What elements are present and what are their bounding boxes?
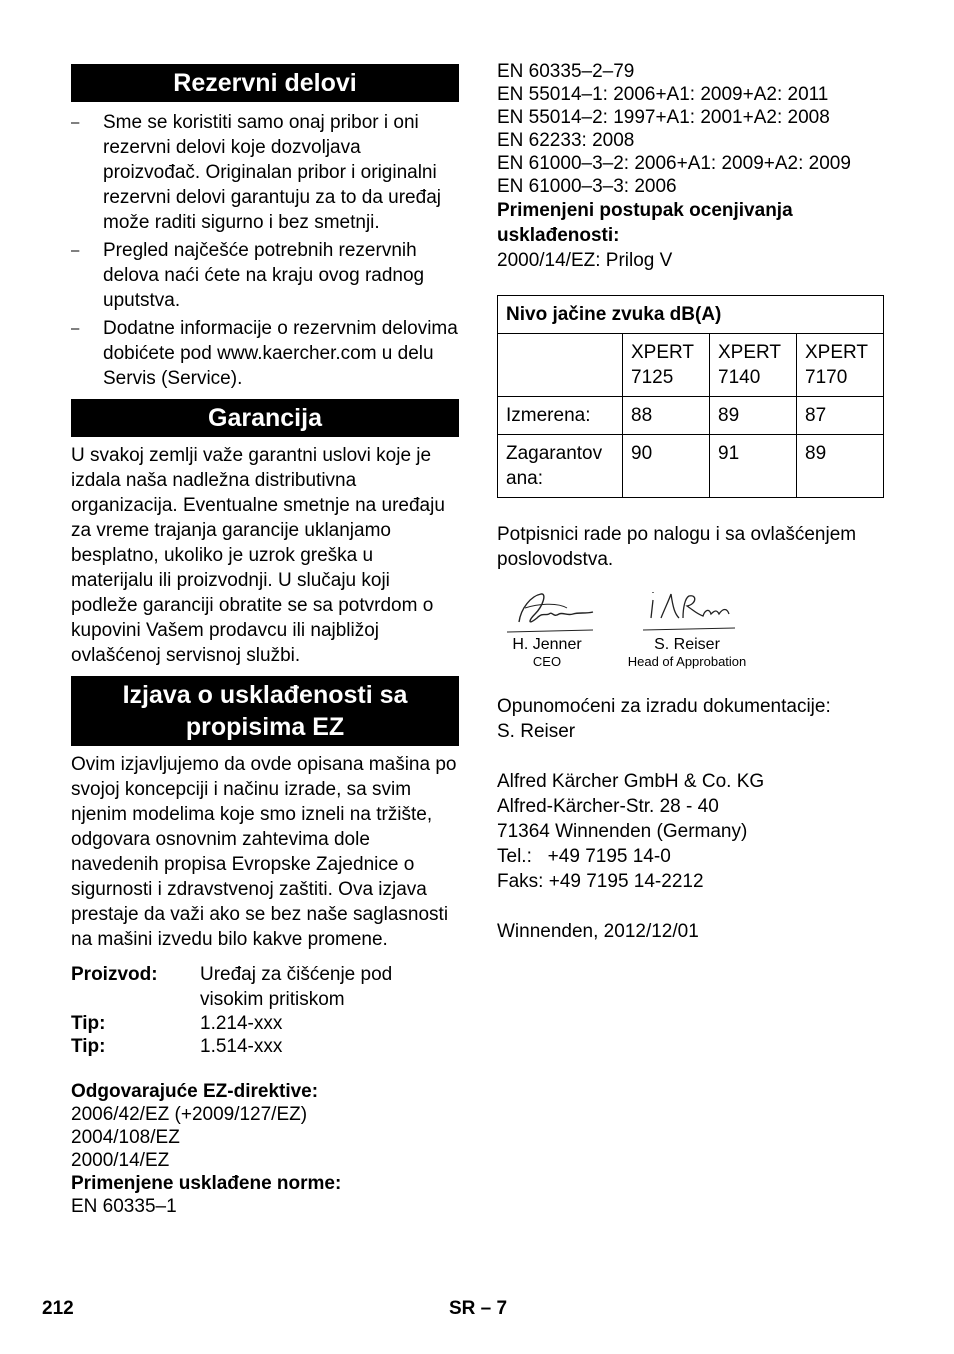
- type-value: 1.514-xxx: [200, 1036, 283, 1057]
- authorized-label: Opunomoćeni za izradu dokumentacije:: [497, 696, 831, 717]
- type-label: Tip:: [71, 1036, 106, 1057]
- norm-item: EN 60335–2–79: [497, 61, 635, 82]
- norm-item: EN 61000–3–2: 2006+A1: 2009+A2: 2009: [497, 153, 851, 174]
- product-label: Proizvod:: [71, 964, 158, 985]
- norm-item: EN 60335–1: [71, 1196, 177, 1217]
- table-cell: Zagarantov ana:: [498, 435, 623, 498]
- signature-jenner: [497, 578, 597, 670]
- authorized-name: S. Reiser: [497, 721, 576, 742]
- right-column: [497, 60, 887, 944]
- signatures: [497, 578, 887, 678]
- norm-item: EN 55014–1: 2006+A1: 2009+A2: 2011: [497, 84, 829, 105]
- declaration-text: Ovim izjavljujemo da ovde opisana mašina po svojoj koncepciji i načinu izrade, sa svim njenim modelima koje smo izneli na tržište, odgovara osnovnim zahtevima dole navedenih propisa Evropske Zajednice o sigurnosti i zdravstvenoj zaštiti. Ova izjava prestaje da važi ako se bez naše saglasnosti na mašini izvedu bilo kakve promene.: [71, 754, 457, 950]
- product-value: Uređaj za čišćenje pod visokim pritiskom: [200, 964, 393, 1010]
- directive-item: 2006/42/EZ (+2009/127/EZ): [71, 1104, 308, 1125]
- procedure-label: Primenjeni postupak ocenjivanja usklađenosti:: [497, 200, 793, 246]
- signer-role: CEO: [532, 654, 562, 669]
- table-header-row: [498, 334, 884, 397]
- signer-name: H. Jenner: [512, 636, 582, 653]
- table-cell: 90: [623, 435, 710, 498]
- table-cell: 91: [710, 435, 797, 498]
- section-title-spare-parts: Rezervni delovi: [71, 64, 459, 102]
- signer-name: S. Reiser: [654, 636, 720, 653]
- signature-reiser: [622, 578, 752, 670]
- directives-label: Odgovarajuće EZ-direktive:: [71, 1081, 319, 1102]
- table-cell: 89: [710, 397, 797, 435]
- table-cell: 87: [797, 397, 884, 435]
- sound-level-table: [497, 295, 884, 498]
- table-row: [498, 397, 884, 435]
- table-header-cell: XPERT 7140: [710, 334, 797, 397]
- list-item: – Dodatne informacije o rezervnim delovima dobićete pod www.kaercher.com u delu Servis (Service).: [71, 316, 459, 391]
- procedure-value: 2000/14/EZ: Prilog V: [497, 250, 673, 271]
- norm-item: EN 62233: 2008: [497, 130, 635, 151]
- directive-item: 2004/108/EZ: [71, 1127, 180, 1148]
- page-number: 212: [42, 1298, 74, 1319]
- norm-item: EN 55014–2: 1997+A1: 2001+A2: 2008: [497, 107, 830, 128]
- signature-reiser-image: [637, 578, 737, 636]
- table-cell: Izmerena:: [498, 397, 623, 435]
- company-fax: Faks: +49 7195 14-2212: [497, 871, 704, 892]
- norm-item: EN 61000–3–3: 2006: [497, 176, 677, 197]
- product-row: [71, 962, 459, 1012]
- company-city: 71364 Winnenden (Germany): [497, 821, 748, 842]
- section-title-warranty: Garancija: [71, 399, 459, 437]
- type-row: [71, 1035, 459, 1058]
- signer-role: Head of Approbation: [627, 654, 747, 669]
- section-page-number: SR – 7: [449, 1298, 508, 1319]
- company-name: Alfred Kärcher GmbH & Co. KG: [497, 771, 765, 792]
- section-title-declaration: Izjava o usklađenosti sa propisima EZ: [71, 676, 459, 746]
- table-header-cell: XPERT 7170: [797, 334, 884, 397]
- product-info: [71, 962, 459, 1058]
- directives-block: [71, 1080, 459, 1218]
- table-row: [498, 435, 884, 498]
- company-street: Alfred-Kärcher-Str. 28 - 40: [497, 796, 719, 817]
- type-row: [71, 1012, 459, 1035]
- table-header-cell: XPERT 7125: [623, 334, 710, 397]
- signatories-text: Potpisnici rade po nalogu i sa ovlašćenjem poslovodstva.: [497, 524, 857, 570]
- place-date: Winnenden, 2012/12/01: [497, 921, 699, 942]
- list-item: – Sme se koristiti samo onaj pribor i oni rezervni delovi koje dozvoljava proizvođač. Originalan pribor i originalni rezervni delovi garantuju za to da uređaj može raditi sigurno i bez smetnji.: [71, 110, 459, 235]
- table-cell: 88: [623, 397, 710, 435]
- norms-list: [497, 60, 887, 198]
- spare-parts-list: [71, 110, 459, 391]
- norms-label: Primenjene usklađene norme:: [71, 1173, 342, 1194]
- type-value: 1.214-xxx: [200, 1013, 283, 1034]
- company-phone: Tel.: +49 7195 14-0: [497, 846, 671, 867]
- company-address: [497, 769, 887, 894]
- authorized-block: [497, 694, 887, 744]
- list-item: – Pregled najčešće potrebnih rezervnih delova naći ćete na kraju ovog radnog uputstva.: [71, 238, 459, 313]
- table-header-cell: [498, 334, 623, 397]
- table-cell: 89: [797, 435, 884, 498]
- left-column: [71, 64, 459, 1218]
- table-title: Nivo jačine zvuka dB(A): [498, 296, 884, 334]
- warranty-text: U svakoj zemlji važe garantni uslovi koje je izdala naša nadležna distributivna organizacija. Eventualne smetnje na uređaju za vreme trajanja garancije uklanjamo besplatno, ukoliko je uzrok greška u materijalu ili proizvodnji. U slučaju koji podleže garanciji obratite se sa potvrdom o kupovini Vašem prodavcu ili najbližoj ovlašćenoj servisnoj službi.: [71, 445, 445, 666]
- type-label: Tip:: [71, 1013, 106, 1034]
- directive-item: 2000/14/EZ: [71, 1150, 170, 1171]
- signature-jenner-image: [497, 578, 597, 636]
